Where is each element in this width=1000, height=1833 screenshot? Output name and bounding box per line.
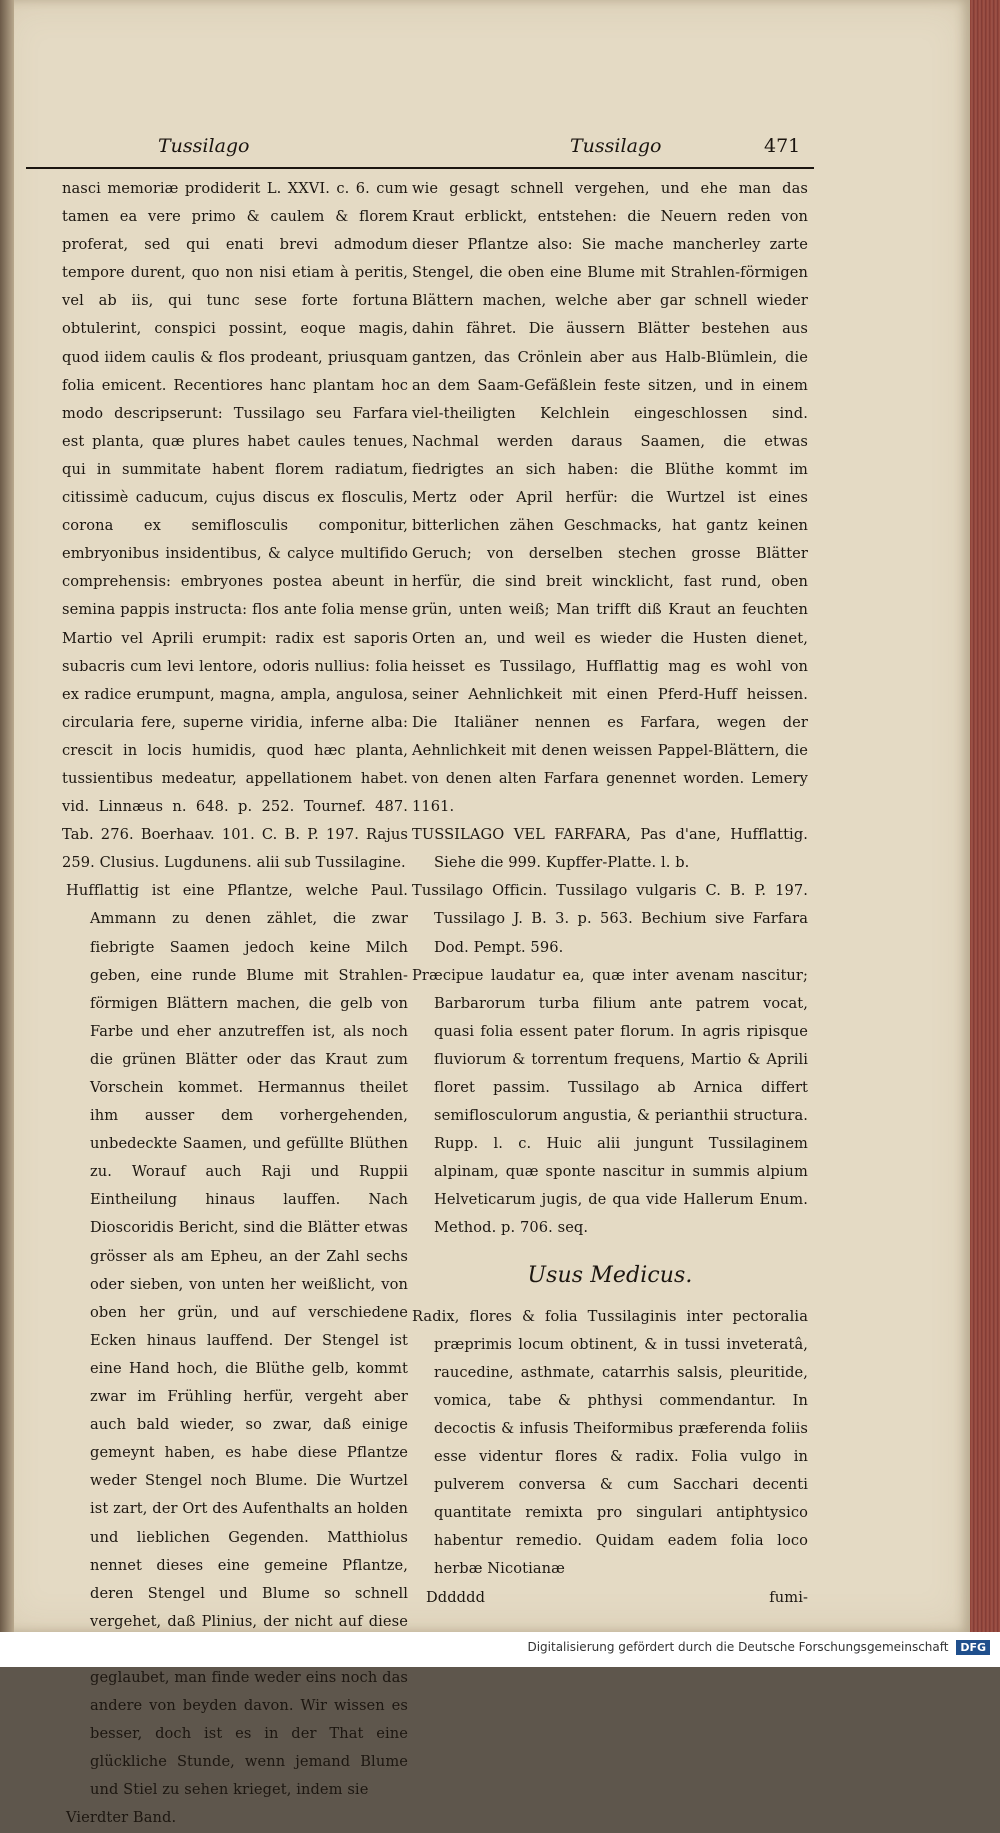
running-head-left: Tussilago xyxy=(158,135,250,157)
page-number: 471 xyxy=(764,135,801,157)
volume-signature: Vierdter Band. xyxy=(66,1809,177,1827)
running-head-center: Tussilago xyxy=(570,135,662,157)
footer-credit-text: Digitalisierung gefördert durch die Deutsche Forschungsgemeinschaft xyxy=(527,1640,949,1654)
page-edge xyxy=(970,0,1000,1632)
signature-mark: Dddddd xyxy=(426,1588,486,1606)
usus-medicus-paragraph: Radix, flores & folia Tussilaginis inter pectoralia præprimis locum obtinent, & in tussi inveteratâ, raucedine, asthmate, catarrhis salsis, pleuritide, vomica, tabe & phthysi commendantur. In decoctis & infusis Theiformibus præferenda foliis esse videntur flores & radix. Folia vulgo in pulverem conversa & cum Sacchari decenti quantitate remixta pro singulari antiphtysico habentur remedio. Quidam eadem folia loco herbæ Nicotianæ xyxy=(412,1307,808,1578)
german-continuation-paragraph: wie gesagt schnell vergehen, und ehe man das Kraut erblickt, entstehen: die Neuern reden von dieser Pflantze also: Sie mache mancherley zarte Stengel, die oben eine Blume mit Strahlen-förmigen Blättern machen, welche aber gar schnell wieder dahin fähret. Die äussern Blätter bestehen aus gantzen, das Crönlein aber aus Halb-Blümlein, die an dem Saam-Gefäßlein feste sitzen, und in einem viel-theiligten Kelchlein eingeschlossen sind. Nachmal werden daraus Saamen, die etwas fiedrigtes an sich haben: die Blüthe kommt im Mertz oder April herfür: die Wurtzel ist eines bitterlichen zähen Geschmacks, hat gantz keinen Geruch; von derselben stechen grosse Blätter herfür, die sind breit wincklicht, fast rund, oben grün, unten weiß; Man trifft diß Kraut an feuchten Orten an, und weil es wieder die Husten dienet, heisset es Tussilago, Hufflattig mag es wohl von seiner Aehnlichkeit mit einen Pferd-Huff heissen. Die Italiäner nennen es Farfara, wegen der Aehnlichkeit mit denen weissen Pappel-Blättern, die von denen alten Farfara genennet worden. Lemery 1161. xyxy=(412,180,808,816)
catchword: fumi- xyxy=(769,1588,808,1606)
footer-credit xyxy=(527,1640,990,1655)
header-rule xyxy=(26,167,814,169)
description-paragraph: Præcipue laudatur ea, quæ inter avenam nascitur; Barbarorum turba filium ante patrem vocat, quasi folia essent pater florum. In agris ripisque fluviorum & torrentum frequens, Martio & Aprili floret passim. Tussilago ab Arnica differt semiflosculorum angustia, & perianthii structura. Rupp. l. c. Huic alii jungunt Tussilaginem alpinam, quæ sponte nascitur in summis alpium Helveticarum jugis, de qua vide Hallerum Enum. Method. p. 706. seq. xyxy=(412,966,808,1237)
book-spine-shadow xyxy=(0,0,14,1632)
german-entry-paragraph: Hufflattig ist eine Pflantze, welche Paul. Ammann zu denen zählet, die zwar fiebrigte Saamen jedoch keine Milch geben, eine runde Blume mit Strahlen-förmigen Blättern machen, die gelb von Farbe und eher anzutreffen ist, als noch die grünen Blätter oder das Kraut zum Vorschein kommet. Hermannus theilet ihm ausser dem vorhergehenden, unbedeckte Saamen, und gefüllte Blüthen zu. Worauf auch Raji und Ruppii Eintheilung hinaus lauffen. Nach Dioscoridis Bericht, sind die Blätter etwas grösser als am Epheu, an der Zahl sechs oder sieben, von unten her weißlicht, von oben her grün, und auf verschiedene Ecken hinaus lauffend. Der Stengel ist eine Hand hoch, die Blüthe gelb, kommt zwar im Frühling herfür, vergeht aber auch bald wieder, so zwar, daß einige gemeynt haben, es habe diese Pflantze weder Stengel noch Blume. Die Wurtzel ist zart, der Ort des Aufenthalts an holden und lieblichen Gegenden. Matthiolus nennet dieses eine gemeine Pflantze, deren Stengel und Blume so schnell vergehet, daß Plinius, der nicht auf diese geglaubet, man finde weder eins noch das andere von beyden davon. Wir wissen es besser, doch ist es in der That eine glückliche Stunde, wenn jemand Blume und Stiel zu sehen krieget, indem sie xyxy=(66,882,408,1799)
entry-heading: TUSSILAGO VEL FARFARA, Pas d'ane, Hufflattig. Siehe die 999. Kupffer-Platte. l. b. xyxy=(412,826,808,872)
dfg-logo: DFG xyxy=(956,1640,990,1655)
section-heading: Usus Medicus. xyxy=(527,1262,693,1288)
footer-bar xyxy=(0,1632,1000,1667)
latin-continuation-paragraph: nasci memoriæ prodiderit L. XXVI. c. 6. cum tamen ea vere primo & caulem & florem proferat, sed qui enati brevi admodum tempore durent, quo non nisi etiam à peritis, vel ab iis, qui tunc sese forte fortuna obtulerint, conspici possint, eoque magis, quod iidem caulis & flos prodeant, priusquam folia emicent. Recentiores hanc plantam hoc modo descripserunt: Tussilago seu Farfara est planta, quæ plures habet caules tenues, qui in summitate habent florem radiatum, citissimè caducum, cujus discus ex flosculis, corona ex semiflosculis componitur, embryonibus insidentibus, & calyce multifido comprehensis: embryones postea abeunt in semina pappis instructa: flos ante folia mense Martio vel Aprili erumpit: radix est saporis subacris cum levi lentore, odoris nullius: folia ex radice erumpunt, magna, ampla, angulosa, circularia fere, superne viridia, inferne alba: crescit in locis humidis, quod hæc planta, tussientibus medeatur, appellationem habet. vid. Linnæus n. 648. p. 252. Tournef. 487. Tab. 276. Boerhaav. 101. C. B. P. 197. Rajus 259. Clusius. Lugdunens. alii sub Tussilagine. xyxy=(62,180,408,872)
synonyms-paragraph: Tussilago Officin. Tussilago vulgaris C. B. P. 197. Tussilago J. B. 3. p. 563. Bechium sive Farfara Dod. Pempt. 596. xyxy=(412,882,808,956)
left-column xyxy=(62,175,408,1833)
right-column xyxy=(412,175,808,1612)
bottom-line xyxy=(412,1584,808,1612)
